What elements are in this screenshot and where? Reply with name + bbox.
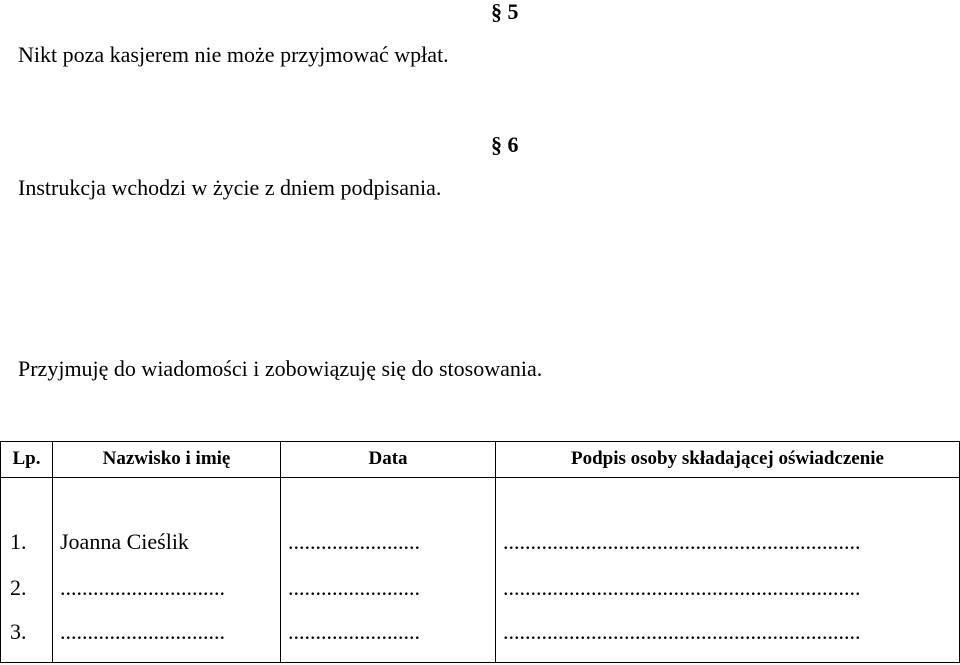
row-2-signature: .................................................................	[503, 575, 861, 600]
row-2-lp: 2.	[10, 575, 27, 600]
row-2-name: ..............................	[60, 575, 225, 600]
acknowledgement-statement: Przyjmuję do wiadomości i zobowiązuję się do stosowania.	[18, 356, 543, 381]
section-5-heading: § 5	[491, 0, 519, 24]
row-1-signature: .................................................................	[503, 529, 861, 554]
header-date: Data	[368, 448, 408, 469]
header-lp: Lp.	[12, 448, 41, 469]
signature-table	[0, 441, 960, 663]
row-3-name: ..............................	[60, 619, 225, 644]
row-3-date: ........................	[288, 619, 420, 644]
row-3-lp: 3.	[10, 619, 27, 644]
section-6-heading: § 6	[491, 132, 519, 157]
section-5-text: Nikt poza kasjerem nie może przyjmować wpłat.	[18, 42, 449, 67]
row-1-name: Joanna Cieślik	[60, 529, 189, 554]
row-1-date: ........................	[288, 529, 420, 554]
header-name: Nazwisko i imię	[102, 448, 231, 469]
table-header-divider	[0, 477, 960, 478]
row-2-date: ........................	[288, 575, 420, 600]
section-6-text: Instrukcja wchodzi w życie z dniem podpisania.	[18, 175, 442, 200]
row-1-lp: 1.	[10, 529, 27, 554]
header-signature: Podpis osoby składającej oświadczenie	[571, 448, 884, 469]
row-3-signature: .................................................................	[503, 619, 861, 644]
table-bottom-border	[0, 662, 960, 663]
